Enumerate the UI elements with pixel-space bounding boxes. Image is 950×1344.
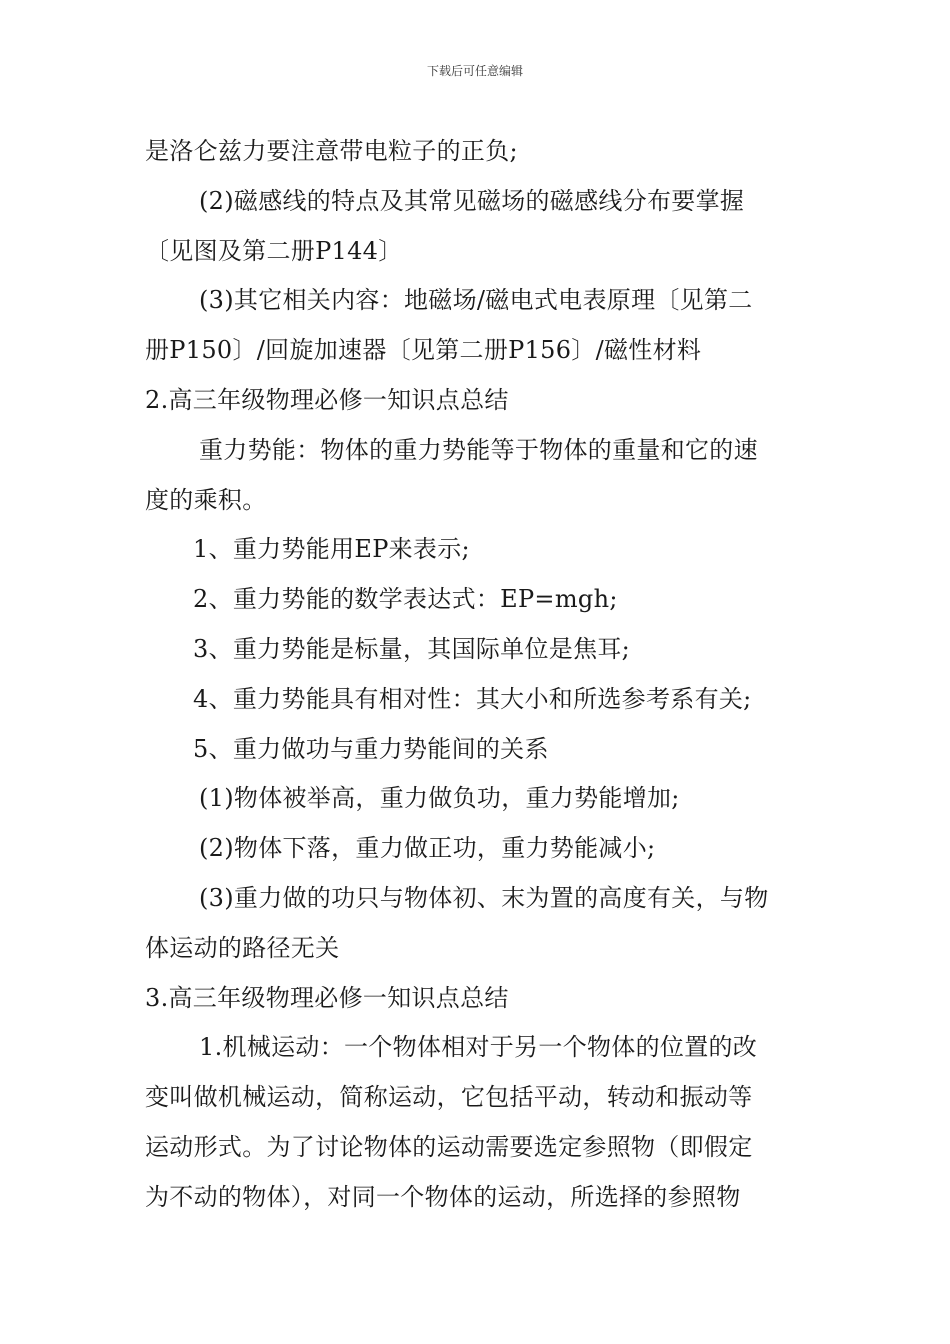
list-item: 5、重力做功与重力势能间的关系 [193, 734, 549, 763]
list-item: 4、重力势能具有相对性：其大小和所选参考系有关; [193, 684, 752, 713]
text-line: (2)磁感线的特点及其常见磁场的磁感线分布要掌握 [199, 186, 745, 215]
text-line: 重力势能：物体的重力势能等于物体的重量和它的速 [199, 435, 758, 464]
list-item: 2、重力势能的数学表达式：EP=mgh; [193, 585, 618, 614]
text-line: 变叫做机械运动，简称运动，它包括平动，转动和振动等 [145, 1083, 753, 1112]
text-line: 是洛仑兹力要注意带电粒子的正负; [145, 137, 518, 165]
list-item: 3、重力势能是标量，其国际单位是焦耳; [193, 634, 631, 663]
text-line: 体运动的路径无关 [145, 933, 340, 962]
text-line: (3)其它相关内容：地磁场/磁电式电表原理〔见第二 [199, 286, 753, 315]
list-item: 1、重力势能用EP来表示; [193, 535, 470, 564]
text-line: 册P150〕/回旋加速器〔见第二册P156〕/磁性材料 [145, 336, 702, 365]
text-line: 运动形式。为了讨论物体的运动需要选定参照物（即假定 [145, 1132, 753, 1161]
list-item: (2)物体下落，重力做正功，重力势能减小; [199, 834, 656, 863]
text-line: 〔见图及第二册P144〕 [145, 236, 403, 265]
text-line: 1.机械运动：一个物体相对于另一个物体的位置的改 [199, 1033, 758, 1062]
list-item: (3)重力做的功只与物体初、末为置的高度有关，与物 [199, 883, 769, 912]
section-heading: 3.高三年级物理必修一知识点总结 [145, 983, 509, 1012]
text-line: 度的乘积。 [145, 485, 267, 514]
list-item: (1)物体被举高，重力做负功，重力势能增加; [199, 784, 680, 813]
section-heading: 2.高三年级物理必修一知识点总结 [145, 385, 509, 414]
text-line: 为不动的物体），对同一个物体的运动，所选择的参照物 [145, 1182, 741, 1211]
document-body [145, 127, 807, 1223]
page-header: 下载后可任意编辑 [426, 64, 523, 78]
